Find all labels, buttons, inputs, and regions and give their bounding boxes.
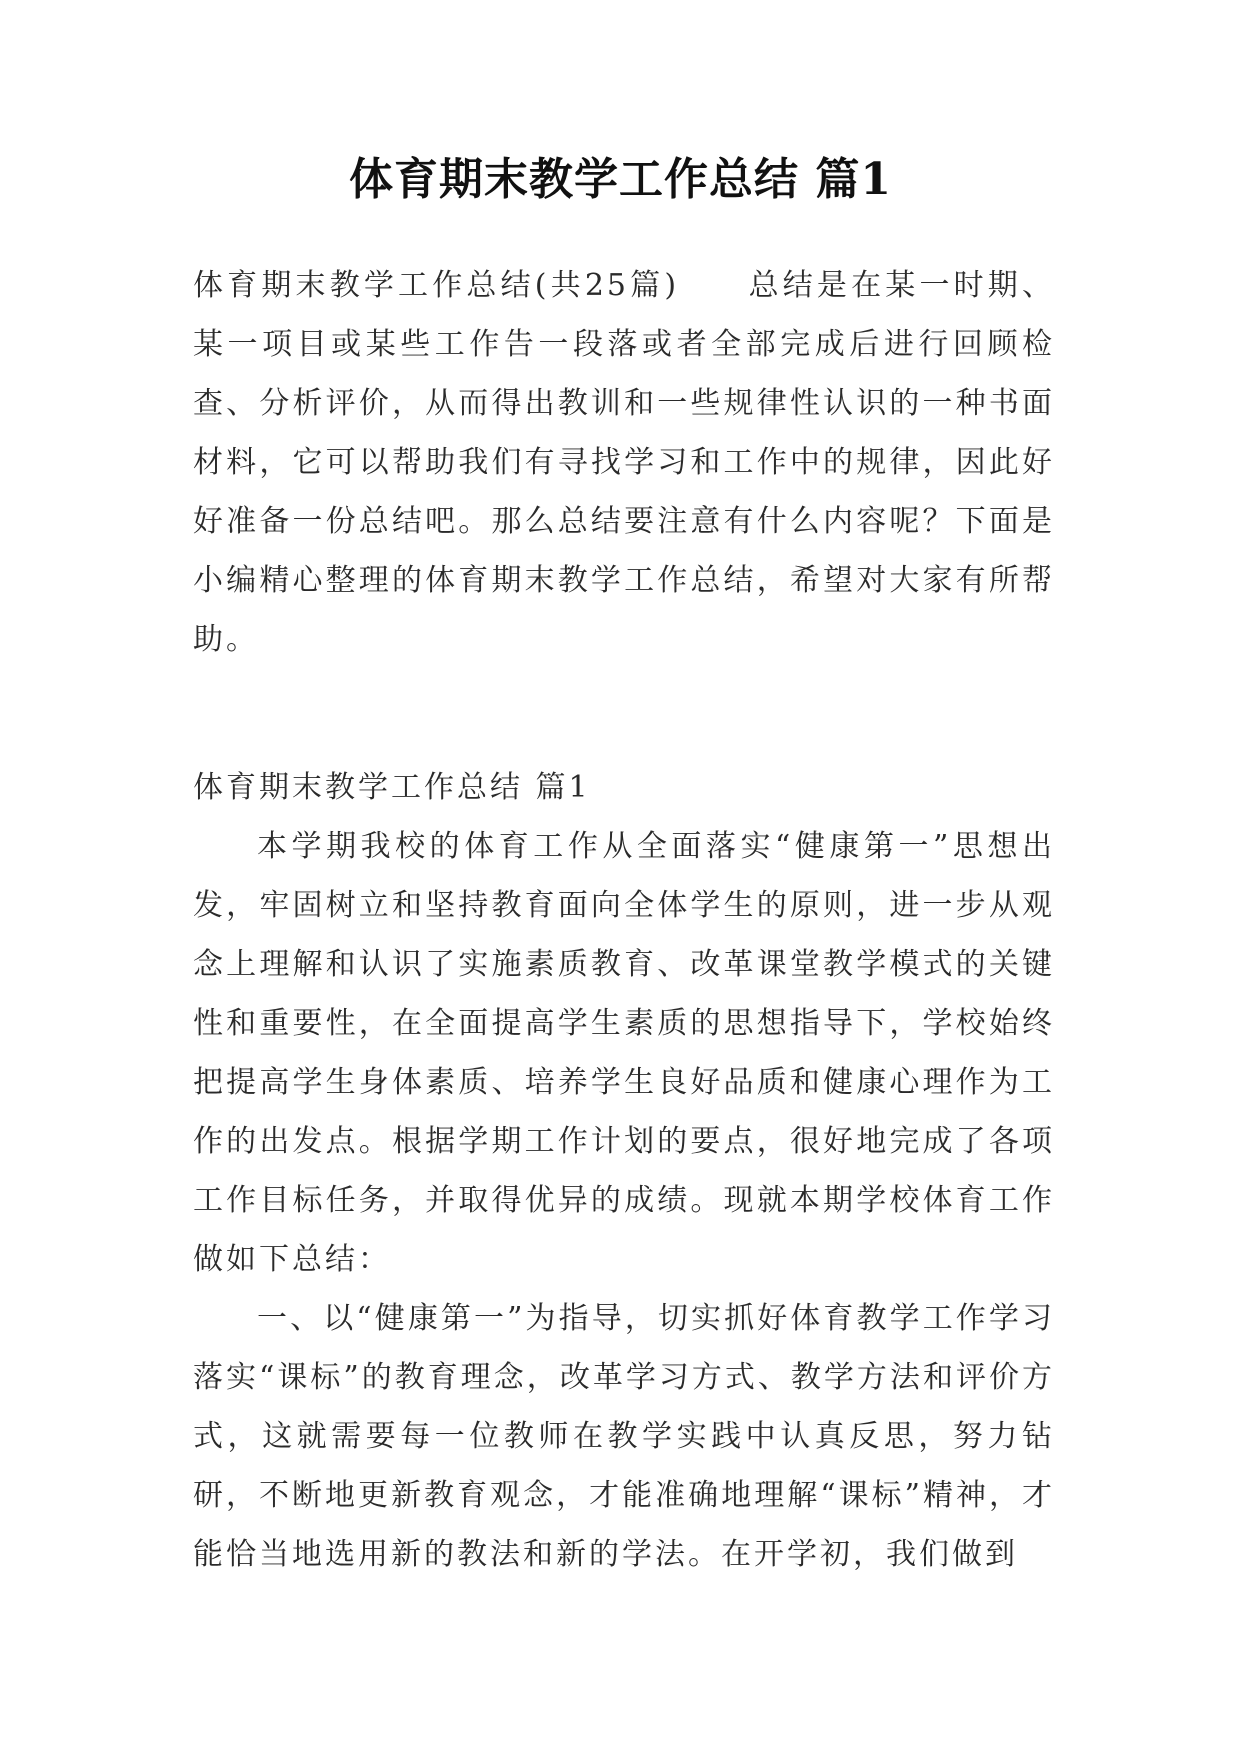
body-paragraph-1: 本学期我校的体育工作从全面落实“健康第一”思想出发，牢固树立和坚持教育面向全体学生的原则，进一步从观念上理解和认识了实施素质教育、改革课堂教学模式的关键性和重要性，在全面提高学生素质的思想指导下，学校始终把提高学生身体素质、培养学生良好品质和健康心理作为工作的出发点。根据学期工作计划的要点，很好地完成了各项工作目标任务，并取得优异的成绩。现就本期学校体育工作做如下总结：: [193, 829, 1055, 1277]
document-title: 体育期末教学工作总结 篇1: [349, 154, 892, 205]
section-block: [193, 758, 1055, 1584]
intro-block: [193, 256, 1055, 669]
section-heading: 体育期末教学工作总结 篇1: [193, 770, 591, 805]
intro-paragraph: 体育期末教学工作总结(共25篇) 总结是在某一时期、某一项目或某些工作告一段落或者全部完成后进行回顾检查、分析评价，从而得出教训和一些规律性认识的一种书面材料，它可以帮助我们有寻找学习和工作中的规律，因此好好准备一份总结吧。那么总结要注意有什么内容呢？下面是小编精心整理的体育期末教学工作总结，希望对大家有所帮助。: [193, 268, 1055, 657]
body-paragraph-2: 一、以“健康第一”为指导，切实抓好体育教学工作学习落实“课标”的教育理念，改革学习方式、教学方法和评价方式，这就需要每一位教师在教学实践中认真反思，努力钻研，不断地更新教育观念，才能准确地理解“课标”精神，才能恰当地选用新的教法和新的学法。在开学初，我们做到: [193, 1301, 1055, 1572]
